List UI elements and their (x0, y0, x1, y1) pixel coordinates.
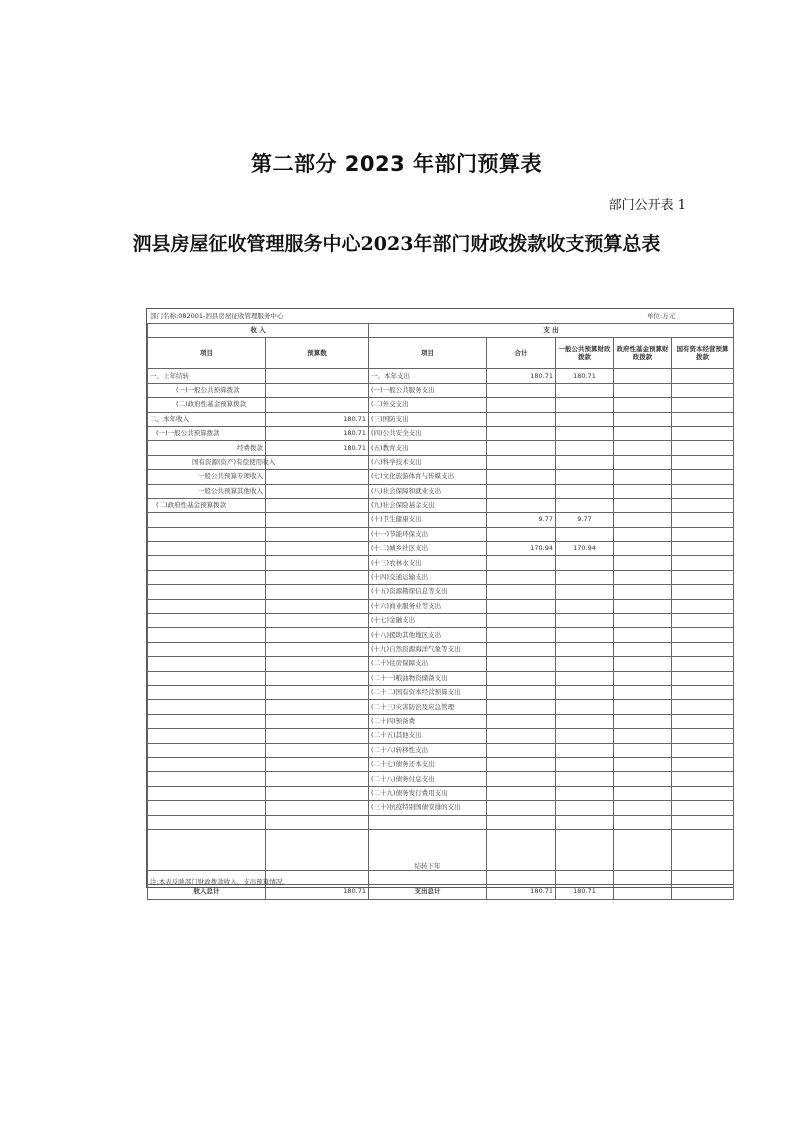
expense-item-cell: (二十九)债务发行费用支出 (369, 786, 487, 800)
soe-budget-cell (672, 556, 734, 570)
table-row (148, 685, 734, 699)
expense-item-cell: (四)公共安全支出 (369, 426, 487, 440)
general-budget-cell (556, 426, 614, 440)
soe-budget-cell (672, 671, 734, 685)
table-row (148, 743, 734, 757)
expense-total-cell (487, 628, 556, 642)
table-row (148, 513, 734, 527)
income-value-cell (266, 786, 369, 800)
table-row (148, 628, 734, 642)
expense-total-cell (487, 570, 556, 584)
blank-cell (148, 829, 266, 870)
expense-total-cell (487, 455, 556, 469)
expense-total-cell (487, 772, 556, 786)
table-note: 注:本表反映部门财政拨款收入、支出预算情况。 (150, 878, 289, 886)
gov-fund-cell (614, 570, 672, 584)
carry-forward-label: 结转下年 (369, 829, 487, 870)
general-budget-cell (556, 398, 614, 412)
income-item-cell (148, 714, 266, 728)
table-row (148, 426, 734, 440)
expense-total-cell (487, 801, 556, 815)
soe-budget-cell (672, 470, 734, 484)
income-value-cell (266, 585, 369, 599)
income-item-cell (148, 614, 266, 628)
gov-fund-cell (614, 628, 672, 642)
soe-budget-cell (672, 412, 734, 426)
income-item-cell: (一)一般公共预算拨款 (148, 426, 266, 440)
expense-item-cell: (二十一)粮油物资储备支出 (369, 671, 487, 685)
expense-item-cell: (十一)节能环保支出 (369, 527, 487, 541)
expense-item-cell: (十九)自然资源海洋气象等支出 (369, 642, 487, 656)
expense-total-cell (487, 657, 556, 671)
form-number: 部门公开表 1 (608, 198, 686, 213)
gov-fund-cell (614, 757, 672, 771)
expense-total-cell (487, 398, 556, 412)
general-budget-cell (556, 700, 614, 714)
gov-fund-cell (614, 772, 672, 786)
table-row (148, 398, 734, 412)
table-row (148, 470, 734, 484)
expense-total-cell (487, 599, 556, 613)
blank-cell (148, 815, 266, 829)
income-item-cell (148, 700, 266, 714)
income-value-cell (266, 729, 369, 743)
expense-total-cell (487, 714, 556, 728)
gov-fund-cell (614, 441, 672, 455)
blank-cell (556, 870, 614, 884)
income-value-cell: 180.71 (266, 441, 369, 455)
expense-item-cell: (二十三)灾害防治及应急管理 (369, 700, 487, 714)
expense-item-cell: (八)社会保障和就业支出 (369, 484, 487, 498)
income-item-cell (148, 513, 266, 527)
expense-total-cell (487, 614, 556, 628)
table-row (148, 772, 734, 786)
expense-total-cell (487, 556, 556, 570)
income-item-cell (148, 801, 266, 815)
general-budget-cell (556, 743, 614, 757)
expense-item-cell: (六)科学技术支出 (369, 455, 487, 469)
expense-total-cell (487, 441, 556, 455)
income-value-cell (266, 743, 369, 757)
income-value-cell (266, 614, 369, 628)
general-budget-cell (556, 714, 614, 728)
income-value-cell (266, 369, 369, 383)
expense-header: 支 出 (369, 324, 734, 338)
soe-budget-cell (672, 599, 734, 613)
soe-budget-cell (672, 700, 734, 714)
blank-cell (556, 815, 614, 829)
soe-budget-cell (672, 642, 734, 656)
gov-fund-cell (614, 542, 672, 556)
soe-budget-cell (672, 542, 734, 556)
table-row (148, 671, 734, 685)
table-row (148, 412, 734, 426)
soe-budget-cell (672, 786, 734, 800)
expense-item-cell: (十四)交通运输支出 (369, 570, 487, 584)
income-value-cell (266, 801, 369, 815)
table-row (148, 801, 734, 815)
general-budget-cell (556, 441, 614, 455)
expense-item-cell: (十七)金融支出 (369, 614, 487, 628)
expense-total-cell (487, 757, 556, 771)
expense-total-cell (487, 498, 556, 512)
income-value-cell (266, 470, 369, 484)
table-row (148, 714, 734, 728)
blank-cell (614, 870, 672, 884)
blank-cell (614, 885, 672, 899)
income-value-cell (266, 398, 369, 412)
table-row (148, 455, 734, 469)
income-item-cell (148, 772, 266, 786)
income-item-cell: 国有资源(资产)有偿使用收入 (148, 455, 266, 469)
gov-fund-cell (614, 743, 672, 757)
table-row (148, 383, 734, 397)
gov-fund-cell (614, 513, 672, 527)
expense-item-cell: (十八)援助其他地区支出 (369, 628, 487, 642)
blank-cell (672, 885, 734, 899)
soe-budget-cell (672, 614, 734, 628)
general-budget-cell (556, 657, 614, 671)
income-item-cell: (二)政府性基金预算拨款 (148, 398, 266, 412)
blank-cell (266, 829, 369, 870)
gov-fund-cell (614, 729, 672, 743)
blank-cell (672, 829, 734, 870)
expense-total-cell (487, 642, 556, 656)
expense-total-cell (487, 426, 556, 440)
soe-budget-cell (672, 628, 734, 642)
general-budget-cell (556, 412, 614, 426)
income-item-cell (148, 671, 266, 685)
expense-total-cell (487, 412, 556, 426)
income-value-cell (266, 628, 369, 642)
income-item-cell: (二)政府性基金预算拨款 (148, 498, 266, 512)
income-value-cell (266, 513, 369, 527)
income-value-cell (266, 599, 369, 613)
expense-item-cell: (二十)住房保障支出 (369, 657, 487, 671)
col-income-item: 项目 (148, 338, 266, 369)
general-budget-cell (556, 671, 614, 685)
general-budget-cell (556, 801, 614, 815)
income-item-cell: 一般公共预算专项收入 (148, 470, 266, 484)
general-budget-cell (556, 786, 614, 800)
income-value-cell (266, 542, 369, 556)
soe-budget-cell (672, 426, 734, 440)
soe-budget-cell (672, 570, 734, 584)
gov-fund-cell (614, 412, 672, 426)
expense-total-cell (487, 527, 556, 541)
soe-budget-cell (672, 513, 734, 527)
income-value-cell (266, 455, 369, 469)
col-expense-item: 项目 (369, 338, 487, 369)
expense-item-cell: (三十)抗疫特别国债安排的支出 (369, 801, 487, 815)
income-total-label: 收入总计 (148, 885, 266, 899)
income-item-cell: 经费拨款 (148, 441, 266, 455)
gov-fund-cell (614, 685, 672, 699)
general-budget-cell: 180.71 (556, 369, 614, 383)
general-budget-cell (556, 570, 614, 584)
general-budget-cell (556, 556, 614, 570)
soe-budget-cell (672, 398, 734, 412)
expense-total-general: 180.71 (556, 885, 614, 899)
expense-total-cell (487, 786, 556, 800)
general-budget-cell (556, 757, 614, 771)
general-budget-cell (556, 484, 614, 498)
income-value-cell (266, 570, 369, 584)
table-row (148, 657, 734, 671)
soe-budget-cell (672, 527, 734, 541)
gov-fund-cell (614, 426, 672, 440)
expense-total-cell (487, 685, 556, 699)
table-row (148, 642, 734, 656)
income-item-cell (148, 743, 266, 757)
gov-fund-cell (614, 498, 672, 512)
expense-item-cell: (二十七)债务还本支出 (369, 757, 487, 771)
income-total-value: 180.71 (266, 885, 369, 899)
table-row (148, 599, 734, 613)
soe-budget-cell (672, 714, 734, 728)
income-header: 收 入 (148, 324, 369, 338)
blank-cell (614, 815, 672, 829)
blank-cell (369, 870, 487, 884)
gov-fund-cell (614, 369, 672, 383)
table-row (148, 585, 734, 599)
col-total: 合计 (487, 338, 556, 369)
expense-item-cell: (十五)资源勘探信息等支出 (369, 585, 487, 599)
blank-cell (487, 870, 556, 884)
gov-fund-cell (614, 714, 672, 728)
expense-item-cell: (五)教育支出 (369, 441, 487, 455)
soe-budget-cell (672, 484, 734, 498)
gov-fund-cell (614, 484, 672, 498)
income-value-cell (266, 383, 369, 397)
income-item-cell (148, 527, 266, 541)
general-budget-cell (556, 628, 614, 642)
soe-budget-cell (672, 585, 734, 599)
table-row (148, 729, 734, 743)
blank-row (148, 815, 734, 829)
expense-total-cell (487, 700, 556, 714)
gov-fund-cell (614, 527, 672, 541)
table-header-row (148, 324, 734, 338)
blank-cell (487, 815, 556, 829)
income-value-cell (266, 757, 369, 771)
blank-cell (556, 829, 614, 870)
gov-fund-cell (614, 398, 672, 412)
blank-cell (487, 829, 556, 870)
general-budget-cell (556, 527, 614, 541)
expense-item-cell: (十)卫生健康支出 (369, 513, 487, 527)
gov-fund-cell (614, 599, 672, 613)
expense-item-cell: 一、本年支出 (369, 369, 487, 383)
gov-fund-cell (614, 642, 672, 656)
soe-budget-cell (672, 441, 734, 455)
blank-cell (369, 815, 487, 829)
soe-budget-cell (672, 757, 734, 771)
general-budget-cell: 170.94 (556, 542, 614, 556)
income-value-cell (266, 772, 369, 786)
expense-total-label: 支出总计 (369, 885, 487, 899)
table-row (148, 757, 734, 771)
expense-total-cell (487, 585, 556, 599)
col-gov-fund: 政府性基金预算财政拨款 (614, 338, 672, 369)
income-value-cell: 180.71 (266, 412, 369, 426)
expense-total-cell: 170.94 (487, 542, 556, 556)
income-item-cell (148, 642, 266, 656)
soe-budget-cell (672, 498, 734, 512)
carry-forward-row (148, 829, 734, 870)
expense-item-cell: (七)文化旅游体育与传媒支出 (369, 470, 487, 484)
budget-sheet (146, 308, 734, 896)
totals-row (148, 885, 734, 899)
table-row (148, 570, 734, 584)
blank-cell (672, 870, 734, 884)
gov-fund-cell (614, 801, 672, 815)
table-row (148, 527, 734, 541)
gov-fund-cell (614, 470, 672, 484)
income-value-cell (266, 714, 369, 728)
income-value-cell: 180.71 (266, 426, 369, 440)
table-row (148, 542, 734, 556)
income-item-cell: 二、本年收入 (148, 412, 266, 426)
income-item-cell: 一、上年结转 (148, 369, 266, 383)
general-budget-cell (556, 729, 614, 743)
expense-item-cell: (十三)农林水支出 (369, 556, 487, 570)
table-row (148, 369, 734, 383)
general-budget-cell: 9.77 (556, 513, 614, 527)
income-value-cell (266, 700, 369, 714)
expense-item-cell: (二十八)债务付息支出 (369, 772, 487, 786)
expense-total-cell (487, 671, 556, 685)
income-item-cell (148, 628, 266, 642)
expense-item-cell: (二十五)其他支出 (369, 729, 487, 743)
gov-fund-cell (614, 700, 672, 714)
unit-label: 单位:万元 (647, 312, 676, 320)
general-budget-cell (556, 498, 614, 512)
expense-item-cell: (二十二)国有资本经营预算支出 (369, 685, 487, 699)
income-item-cell: 一般公共预算其他收入 (148, 484, 266, 498)
gov-fund-cell (614, 455, 672, 469)
general-budget-cell (556, 685, 614, 699)
table-row (148, 614, 734, 628)
expense-total-cell (487, 729, 556, 743)
gov-fund-cell (614, 614, 672, 628)
expense-item-cell: (二十六)转移性支出 (369, 743, 487, 757)
income-item-cell (148, 556, 266, 570)
expense-item-cell: (二十四)预备费 (369, 714, 487, 728)
expense-total-value: 180.71 (487, 885, 556, 899)
table-row (148, 556, 734, 570)
expense-item-cell: (十二)城乡社区支出 (369, 542, 487, 556)
income-item-cell (148, 599, 266, 613)
general-budget-cell (556, 383, 614, 397)
soe-budget-cell (672, 685, 734, 699)
income-item-cell (148, 757, 266, 771)
document-title: 泗县房屋征收管理服务中心2023年部门财政拨款收支预算总表 (132, 233, 661, 255)
sheet-meta-row (147, 309, 733, 324)
gov-fund-cell (614, 786, 672, 800)
department-label: 部门名称:082001-泗县房屋征收管理服务中心 (150, 312, 284, 320)
soe-budget-cell (672, 383, 734, 397)
expense-total-cell: 9.77 (487, 513, 556, 527)
table-row (148, 498, 734, 512)
gov-fund-cell (614, 585, 672, 599)
table-row (148, 441, 734, 455)
income-item-cell (148, 786, 266, 800)
gov-fund-cell (614, 556, 672, 570)
general-budget-cell (556, 614, 614, 628)
blank-cell (266, 815, 369, 829)
col-income-budget: 预算数 (266, 338, 369, 369)
income-item-cell (148, 729, 266, 743)
soe-budget-cell (672, 369, 734, 383)
table-row (148, 700, 734, 714)
gov-fund-cell (614, 657, 672, 671)
general-budget-cell (556, 470, 614, 484)
general-budget-cell (556, 642, 614, 656)
col-soe-budget: 国有资本经营预算拨款 (672, 338, 734, 369)
income-item-cell: (一)一般公共预算拨款 (148, 383, 266, 397)
expense-total-cell (487, 743, 556, 757)
income-value-cell (266, 484, 369, 498)
income-value-cell (266, 498, 369, 512)
income-value-cell (266, 671, 369, 685)
expense-item-cell: (一)一般公共服务支出 (369, 383, 487, 397)
soe-budget-cell (672, 729, 734, 743)
budget-table (147, 323, 734, 900)
part-title: 第二部分 2023 年部门预算表 (250, 152, 543, 176)
gov-fund-cell (614, 383, 672, 397)
table-row (148, 484, 734, 498)
soe-budget-cell (672, 801, 734, 815)
income-value-cell (266, 657, 369, 671)
income-item-cell (148, 542, 266, 556)
expense-item-cell: (九)社会保险基金支出 (369, 498, 487, 512)
expense-total-cell (487, 470, 556, 484)
income-value-cell (266, 685, 369, 699)
expense-item-cell: (十六)商业服务业等支出 (369, 599, 487, 613)
blank-cell (672, 815, 734, 829)
soe-budget-cell (672, 743, 734, 757)
expense-total-cell: 180.71 (487, 369, 556, 383)
col-general-budget: 一般公共预算财政拨款 (556, 338, 614, 369)
income-value-cell (266, 556, 369, 570)
income-item-cell (148, 570, 266, 584)
expense-total-cell (487, 484, 556, 498)
soe-budget-cell (672, 455, 734, 469)
expense-total-cell (487, 383, 556, 397)
blank-cell (614, 829, 672, 870)
expense-item-cell: (二)外交支出 (369, 398, 487, 412)
expense-item-cell: (三)国防支出 (369, 412, 487, 426)
general-budget-cell (556, 585, 614, 599)
table-subheader-row (148, 338, 734, 369)
soe-budget-cell (672, 657, 734, 671)
income-item-cell (148, 685, 266, 699)
income-value-cell (266, 527, 369, 541)
general-budget-cell (556, 599, 614, 613)
table-row (148, 786, 734, 800)
general-budget-cell (556, 455, 614, 469)
income-value-cell (266, 642, 369, 656)
gov-fund-cell (614, 671, 672, 685)
income-item-cell (148, 585, 266, 599)
soe-budget-cell (672, 772, 734, 786)
income-item-cell (148, 657, 266, 671)
general-budget-cell (556, 772, 614, 786)
